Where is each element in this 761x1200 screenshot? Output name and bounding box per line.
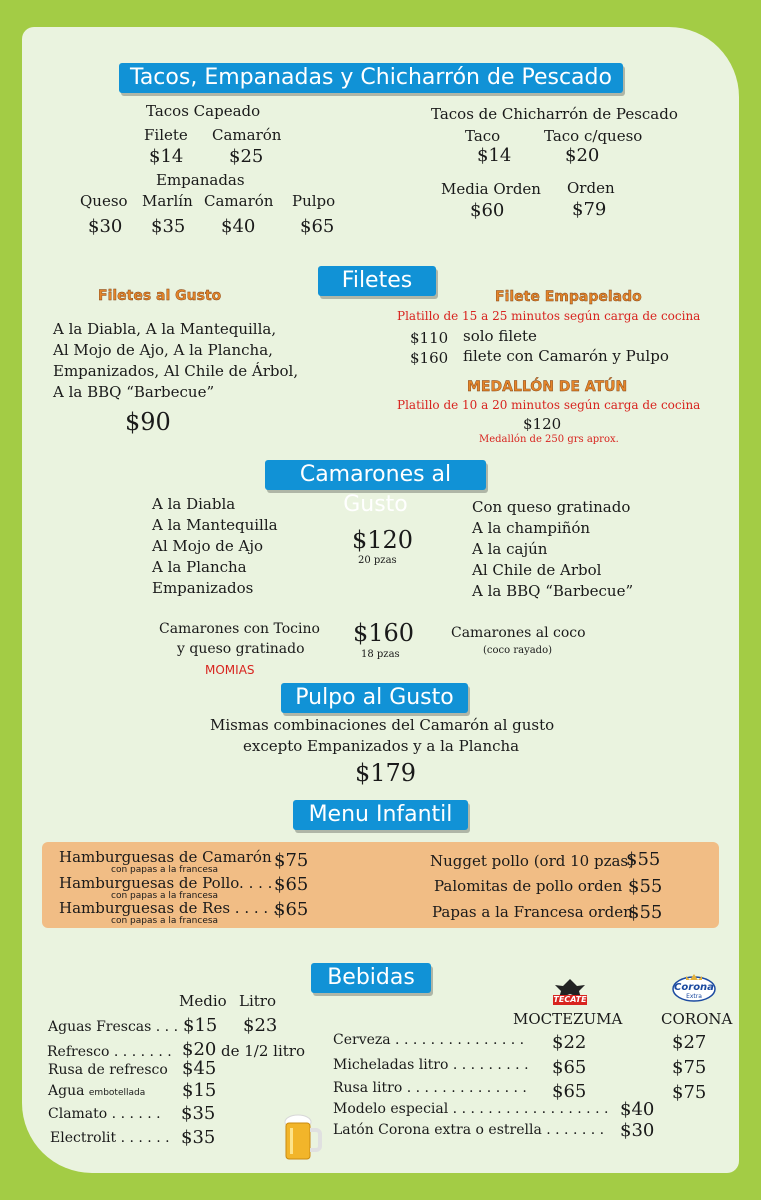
empanada-marlin-price: $35 [151, 216, 186, 237]
empanada-marlin: Marlín [142, 192, 193, 210]
camarones-option: Con queso gratinado [472, 498, 631, 516]
camarones-option: A la BBQ “Barbecue” [472, 582, 634, 600]
camarones-option: A la cajún [472, 540, 548, 558]
orden: Orden [567, 179, 615, 197]
col-moctezuma: MOCTEZUMA [513, 1010, 623, 1028]
infantil-item-sub: con papas a la francesa [111, 865, 219, 875]
infantil-item-name: Papas a la Francesa orden [432, 903, 633, 921]
orden-price: $79 [572, 199, 607, 220]
pulpo-price: $179 [355, 759, 417, 787]
capeado-title: Tacos Capeado [146, 102, 261, 120]
infantil-item-price: $55 [628, 902, 663, 923]
section-header-pulpo: Pulpo al Gusto [281, 683, 468, 713]
drink-rusa-price: $45 [182, 1058, 217, 1079]
empapelado-note: Platillo de 15 a 25 minutos según carga de cocina [397, 309, 701, 323]
corona-logo-sub: Extra [686, 993, 702, 1000]
beer-micheladas-corona: $75 [672, 1057, 707, 1078]
camarones-left-list [152, 494, 278, 599]
coco-sub: (coco rayado) [483, 645, 552, 656]
chicharron-title: Tacos de Chicharrón de Pescado [431, 105, 678, 123]
empanada-camaron: Camarón [204, 192, 274, 210]
section-header-tacos: Tacos, Empanadas y Chicharrón de Pescado [119, 63, 623, 93]
infantil-item-price: $75 [274, 850, 309, 871]
tecate-logo-text: TECATE [553, 995, 587, 1004]
beer-cerveza: Cerveza . . . . . . . . . . . . . . . [333, 1032, 525, 1048]
beer-laton: Latón Corona extra o estrella . . . . . . . [333, 1122, 605, 1138]
drink-agua-label: Agua [48, 1083, 85, 1099]
filetes-gusto-list [53, 319, 298, 403]
drink-clamato-price: $35 [181, 1103, 216, 1124]
drink-electrolit: Electrolit . . . . . . [50, 1130, 170, 1146]
col-litro: Litro [239, 992, 276, 1010]
drink-refresco-price: $20 [182, 1039, 217, 1060]
empanada-queso: Queso [80, 192, 128, 210]
drink-clamato: Clamato . . . . . . [48, 1106, 161, 1122]
col-medio: Medio [179, 992, 227, 1010]
empanada-pulpo: Pulpo [292, 192, 336, 210]
infantil-item-name: Hamburguesas de Res . . . . . [59, 899, 278, 917]
empapelado-desc-1: solo filete [463, 327, 537, 345]
tocino-line-2: y queso gratinado [177, 641, 305, 657]
section-header-filetes: Filetes [318, 266, 436, 296]
corona-logo [671, 971, 717, 1003]
drink-agua [48, 1083, 145, 1099]
beer-micheladas-moctezuma: $65 [552, 1057, 587, 1078]
beer-modelo-price: $40 [620, 1099, 655, 1120]
beer-cerveza-moctezuma: $22 [552, 1032, 587, 1053]
corona-logo-text: Corona [674, 982, 714, 993]
drink-refresco: Refresco . . . . . . . [47, 1044, 172, 1060]
infantil-item-price: $55 [628, 876, 663, 897]
infantil-item-price: $55 [626, 849, 661, 870]
camarones-option: Empanizados [152, 579, 254, 597]
drink-rusa: Rusa de refresco [48, 1062, 168, 1078]
chicharron-taco-queso-price: $20 [565, 145, 600, 166]
camarones-option: Al Mojo de Ajo [152, 537, 263, 555]
beer-laton-price: $30 [620, 1120, 655, 1141]
infantil-item-name: Palomitas de pollo orden [434, 877, 623, 895]
drink-refresco-note: de 1/2 litro [221, 1042, 305, 1060]
chicharron-taco-queso: Taco c/queso [544, 127, 643, 145]
capeado-filete: Filete [144, 126, 188, 144]
medallon-title: MEDALLÓN DE ATÚN [467, 379, 628, 395]
media-orden-price: $60 [470, 200, 505, 221]
camarones-option: Al Chile de Arbol [472, 561, 602, 579]
drink-aguas-medio: $15 [183, 1015, 218, 1036]
capeado-camaron-price: $25 [229, 146, 264, 167]
infantil-item-name: Nugget pollo (ord 10 pzas) [430, 852, 634, 870]
pulpo-line-1: Mismas combinaciones del Camarón al gusto [210, 716, 555, 734]
medallon-note: Platillo de 10 a 20 minutos según carga de cocina [397, 398, 701, 412]
drink-agua-price: $15 [182, 1080, 217, 1101]
empanada-pulpo-price: $65 [300, 216, 335, 237]
camarones-option: A la Mantequilla [152, 516, 278, 534]
beer-rusa-litro: Rusa litro . . . . . . . . . . . . . . [333, 1080, 527, 1096]
pulpo-line-2: excepto Empanizados y a la Plancha [243, 737, 520, 755]
filetes-gusto-price: $90 [125, 408, 171, 436]
drink-aguas-litro: $23 [243, 1015, 278, 1036]
camarones-option: A la Plancha [152, 558, 247, 576]
empapelado-price-2: $160 [410, 349, 449, 367]
filetes-gusto-title: Filetes al Gusto [98, 288, 222, 304]
tecate-logo [551, 976, 589, 1009]
medallon-price: $120 [523, 415, 562, 433]
coco: Camarones al coco [451, 625, 586, 641]
beer-mug-icon [282, 1114, 322, 1164]
camarones-price-sub: 20 pzas [358, 555, 397, 566]
drink-aguas: Aguas Frescas . . . [48, 1019, 179, 1035]
filetes-gusto-line: Al Mojo de Ajo, A la Plancha, [53, 341, 273, 359]
tocino-price: $160 [353, 619, 415, 647]
tocino-line-1: Camarones con Tocino [159, 621, 320, 637]
beer-rusa-litro-corona: $75 [672, 1082, 707, 1103]
camarones-right-list [472, 497, 633, 602]
empapelado-desc-2: filete con Camarón y Pulpo [463, 347, 669, 365]
capeado-filete-price: $14 [149, 146, 184, 167]
empapelado-title: Filete Empapelado [495, 289, 642, 305]
capeado-camaron: Camarón [212, 126, 282, 144]
filetes-gusto-line: Empanizados, Al Chile de Árbol, [53, 362, 299, 380]
infantil-item-name: Hamburguesas de Camarón [59, 848, 272, 866]
empanada-queso-price: $30 [88, 216, 123, 237]
medallon-sub: Medallón de 250 grs aprox. [479, 434, 619, 445]
section-header-infantil: Menu Infantil [293, 800, 468, 830]
section-header-bebidas: Bebidas [311, 963, 431, 993]
camarones-option: A la champiñón [472, 519, 591, 537]
section-header-camarones: Camarones al Gusto [265, 460, 486, 490]
empanadas-title: Empanadas [156, 171, 245, 189]
infantil-item-price: $65 [274, 899, 309, 920]
filetes-gusto-line: A la Diabla, A la Mantequilla, [53, 320, 277, 338]
beer-cerveza-corona: $27 [672, 1032, 707, 1053]
beer-rusa-litro-moctezuma: $65 [552, 1081, 587, 1102]
col-corona: CORONA [661, 1010, 733, 1028]
camarones-price: $120 [352, 526, 414, 554]
tocino-sub: 18 pzas [361, 649, 400, 660]
infantil-item-name: Hamburguesas de Pollo. . . . [59, 874, 273, 892]
drink-agua-sub: embotellada [88, 1088, 146, 1098]
empapelado-price-1: $110 [410, 329, 449, 347]
infantil-item-sub: con papas a la francesa [111, 916, 219, 926]
media-orden: Media Orden [441, 180, 541, 198]
chicharron-taco: Taco [465, 127, 501, 145]
drink-electrolit-price: $35 [181, 1127, 216, 1148]
tocino-tag: MOMIAS [205, 663, 255, 677]
empanada-camaron-price: $40 [221, 216, 256, 237]
chicharron-taco-price: $14 [477, 145, 512, 166]
filetes-gusto-line: A la BBQ “Barbecue” [53, 383, 215, 401]
beer-micheladas: Micheladas litro . . . . . . . . . [333, 1057, 529, 1073]
infantil-item-sub: con papas a la francesa [111, 891, 219, 901]
infantil-item-price: $65 [274, 874, 309, 895]
camarones-option: A la Diabla [152, 495, 236, 513]
beer-modelo: Modelo especial . . . . . . . . . . . . . . . . . . [333, 1101, 609, 1117]
